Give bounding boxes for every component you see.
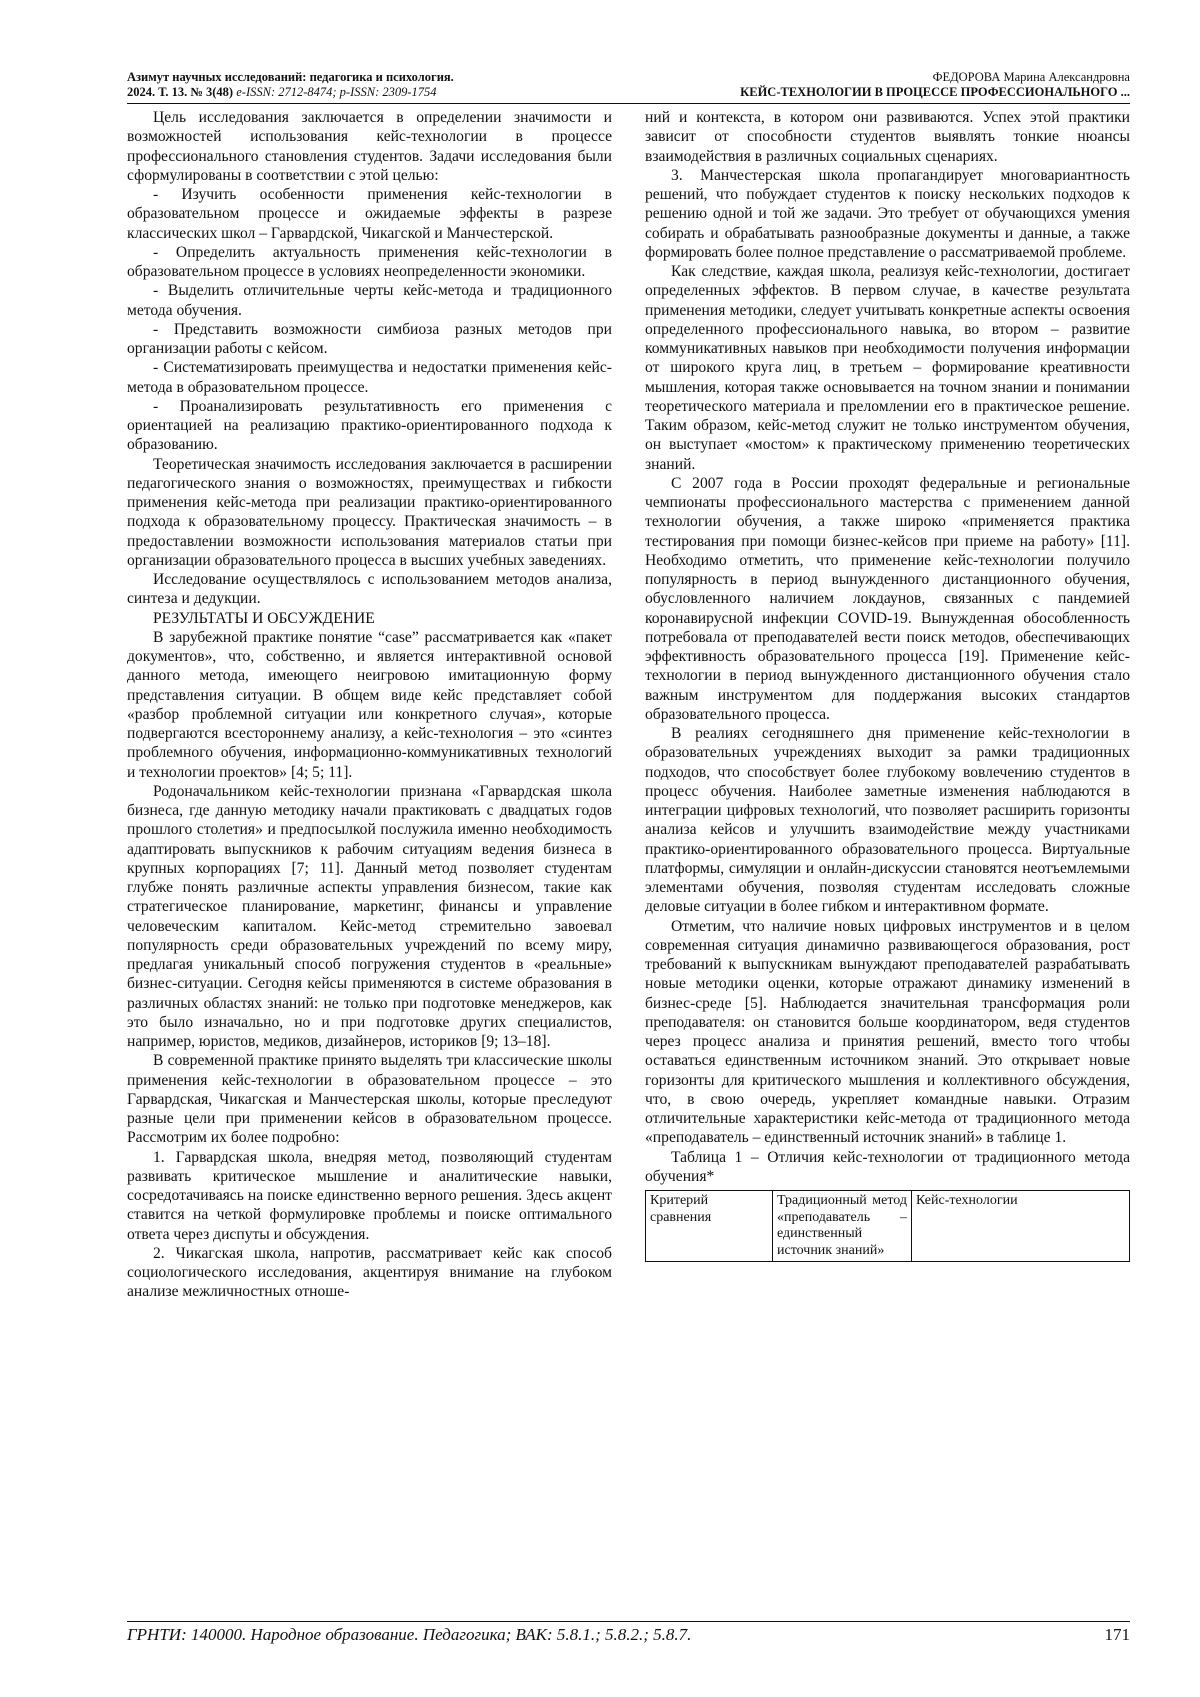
paragraph: С 2007 года в России проходят федеральные и региональные чемпионаты профессионального мастерства с применением данной технологии обучения, а также широко «применяется практика тестирования при помощи бизнес-кейсов при приеме на работу» [11]. Необходимо отметить, что применение кейс-технологии получило популярность в период вынужденного дистанционного обучения, обусловленного наличием локдаунов, связанных с пандемией коронавирусной инфекции COVID-19. Вынужденная обособленность потребовала от преподавателей вести поиск методов, обеспечивающих эффективность образовательного процесса [19]. Применение кейс-технологии в период вынужденного дистанционного обучения стало важным инструментом для поддержания высоких стандартов образовательного процесса. [645, 474, 1130, 723]
list-item: - Проанализировать результативность его применения с ориентацией на реализацию практико-ориентированного подхода к образованию. [127, 397, 612, 454]
paragraph: 3. Манчестерская школа пропагандирует многовариантность решений, что побуждает студентов к поиску нескольких подходов к решению одной и той же задачи. Это требует от обучающихся умения собирать и обрабатывать разнообразные документы и данные, а также формировать более полное представление о рассматриваемой проблеме. [645, 166, 1130, 261]
paragraph: Цель исследования заключается в определении значимости и возможностей использования кейс-технологии в процессе профессионального становления студентов. Задачи исследования были сформулированы в соответствии с этой целью: [127, 109, 612, 184]
classification-codes: ГРНТИ: 140000. Народное образование. Педагогика; ВАК: 5.8.1.; 5.8.2.; 5.8.7. [127, 1625, 692, 1644]
paragraph: 2. Чикагская школа, напротив, рассматривает кейс как способ социологического исследования, акцентируя внимание на глубоком анализе межличностных отноше- [127, 1244, 612, 1301]
list-item: - Систематизировать преимущества и недостатки применения кейс-метода в образовательном процессе. [127, 359, 612, 396]
paragraph: В современной практике принято выделять три классические школы применения кейс-технологии в образовательном процессе – это Гарвардская, Чикагская и Манчестерская школы, которые преследуют разные цели при применении кейсов в образовательном процессе. Рассмотрим их более подробно: [127, 1052, 612, 1147]
comparison-table [645, 1190, 1130, 1262]
journal-info [127, 70, 454, 100]
table-header-row [646, 1191, 1130, 1262]
table-header-case: Кейс-технологии [912, 1191, 1130, 1262]
running-title: КЕЙС-ТЕХНОЛОГИИ В ПРОЦЕССЕ ПРОФЕССИОНАЛЬНОГО ... [740, 85, 1130, 99]
right-column [645, 108, 1130, 1262]
paragraph: Как следствие, каждая школа, реализуя кейс-технологии, достигает определенных эффектов. В первом случае, в качестве результата применения методики, следует учитывать конкретные аспекты освоения определенного профессионального навыка, во втором – развитие коммуникативных навыков при необходимости получения информации от широкого круга лиц, в третьем – формирование креативности мышления, которая также основывается на точном знании и понимании теоретического материала и преломлении его в практическое решение. Таким образом, кейс-метод служит не только инструментом обучения, он выступает «мостом» к практическому применению теоретических знаний. [645, 263, 1130, 473]
table-header-traditional: Традиционный метод «преподаватель – единственный источник знаний» [773, 1191, 912, 1262]
paragraph: Теоретическая значимость исследования заключается в расширении педагогического знания о возможностях, преимуществах и гибкости применения кейс-метода при реализации практико-ориентированного подхода к образовательному процессу. Практическая значимость – в предоставлении возможности использования материалов статьи при организации образовательного процесса в высших учебных заведениях. [127, 455, 612, 569]
list-item: - Представить возможности симбиоза разных методов при организации работы с кейсом. [127, 320, 612, 357]
paragraph: 1. Гарвардская школа, внедряя метод, позволяющий студентам развивать критическое мышление и аналитические навыки, сосредотачиваясь на поиске единственно верного решения. Здесь акцент ставится на четкой формулировке проблемы и поиске оптимального ответа через диспуты и обсуждения. [127, 1148, 612, 1243]
left-column [127, 108, 612, 1302]
table-caption: Таблица 1 – Отличия кейс-технологии от традиционного метода обучения* [645, 1148, 1130, 1185]
page-header [127, 70, 1130, 102]
paragraph: В реалиях сегодняшнего дня применение кейс-технологии в образовательных учреждениях выходит за рамки традиционных подходов, что способствует более глубокому вовлечению студентов в процесс обучения. Наиболее заметные изменения наблюдаются в интеграции цифровых технологий, что позволяет расширить горизонты анализа кейсов и улучшить взаимодействие между участниками практико-ориентированного образовательного процесса. Виртуальные платформы, симуляции и онлайн-дискуссии становятся неотъемлемыми элементами обучения, позволяя студентам исследовать сложные деловые ситуации в более гибком и интерактивном формате. [645, 725, 1130, 916]
author-name: ФЕДОРОВА Марина Александровна [932, 70, 1130, 84]
page-number: 171 [1104, 1625, 1130, 1644]
issn: e-ISSN: 2712-8474; p-ISSN: 2309-1754 [236, 85, 437, 99]
issue-line [127, 85, 454, 100]
footer-divider [127, 1621, 1130, 1622]
paragraph: ний и контекста, в котором они развиваются. Успех этой практики зависит от способности студентов выявлять тонкие нюансы взаимодействия в различных социальных сценариях. [645, 109, 1130, 165]
paragraph: В зарубежной практике понятие “case” рассматривается как «пакет документов», что, собственно, и является интерактивной основой данного метода, имеющего неигровою имитационную форму представления ситуации. В общем виде кейс представляет собой «разбор проблемной ситуации или конкретного случая», которые подвергаются всестороннему анализу, а кейс-технология – это «синтез проблемного обучения, информационно-коммуникативных технологий и технологии проектов» [4; 5; 11]. [127, 628, 612, 781]
list-item: - Изучить особенности применения кейс-технологии в образовательном процессе и ожидаемые эффекты в разрезе классических школ – Гарвардской, Чикагской и Манчестерской. [127, 186, 612, 242]
list-item: - Выделить отличительные черты кейс-метода и традиционного метода обучения. [127, 282, 612, 319]
section-heading: РЕЗУЛЬТАТЫ И ОБСУЖДЕНИЕ [153, 609, 375, 627]
article-info [740, 70, 1130, 100]
page-footer [127, 1624, 1130, 1646]
issue-number: 2024. Т. 13. № 3(48) [127, 85, 234, 99]
paragraph: Родоначальником кейс-технологии признана «Гарвардская школа бизнеса, где данную методику начали практиковать с двадцатых годов прошлого столетия» и предпосылкой послужила именно необходимость адаптировать выпускников к рабочим ситуациям ведения бизнеса в крупных корпорациях [7; 11]. Данный метод позволяет студентам глубже понять различные аспекты управления бизнесом, такие как стратегическое планирование, маркетинг, финансы и управление человеческим капиталом. Кейс-метод стремительно завоевал популярность среди образовательных учреждений по всему миру, предлагая уникальный способ погружения студентов в «реальные» бизнес-ситуации. Сегодня кейсы применяются в системе образования в различных областях знаний: не только при подготовке менеджеров, как это было изначально, но и при подготовке других специалистов, например, юристов, медиков, дизайнеров, историков [9; 13–18]. [127, 782, 612, 1050]
journal-name: Азимут научных исследований: педагогика и психология. [127, 70, 454, 84]
list-item: - Определить актуальность применения кейс-технологии в образовательном процессе в условиях неопределенности экономики. [127, 243, 612, 280]
header-divider [127, 103, 1130, 104]
paragraph: Отметим, что наличие новых цифровых инструментов и в целом современная ситуация динамично развивающегося образования, рост требований к выпускникам вынуждают преподавателей разрабатывать новые методики оценки, которые отражают динамику изменений в бизнес-среде [5]. Наблюдается значительная трансформация роли преподавателя: он становится больше координатором, ведя студентов через процесс анализа и принятия решений, вместо того чтобы оставаться единственным источником знаний. Это открывает новые горизонты для критического мышления и коллективного обсуждения, что, в свою очередь, укрепляет командные навыки. Отразим отличительные характеристики кейс-метода от традиционного метода «преподаватель – единственный источник знаний» в таблице 1. [645, 917, 1130, 1147]
paragraph: Исследование осуществлялось с использованием методов анализа, синтеза и дедукции. [127, 571, 612, 608]
table-header-criterion: Критерий сравнения [646, 1191, 773, 1262]
